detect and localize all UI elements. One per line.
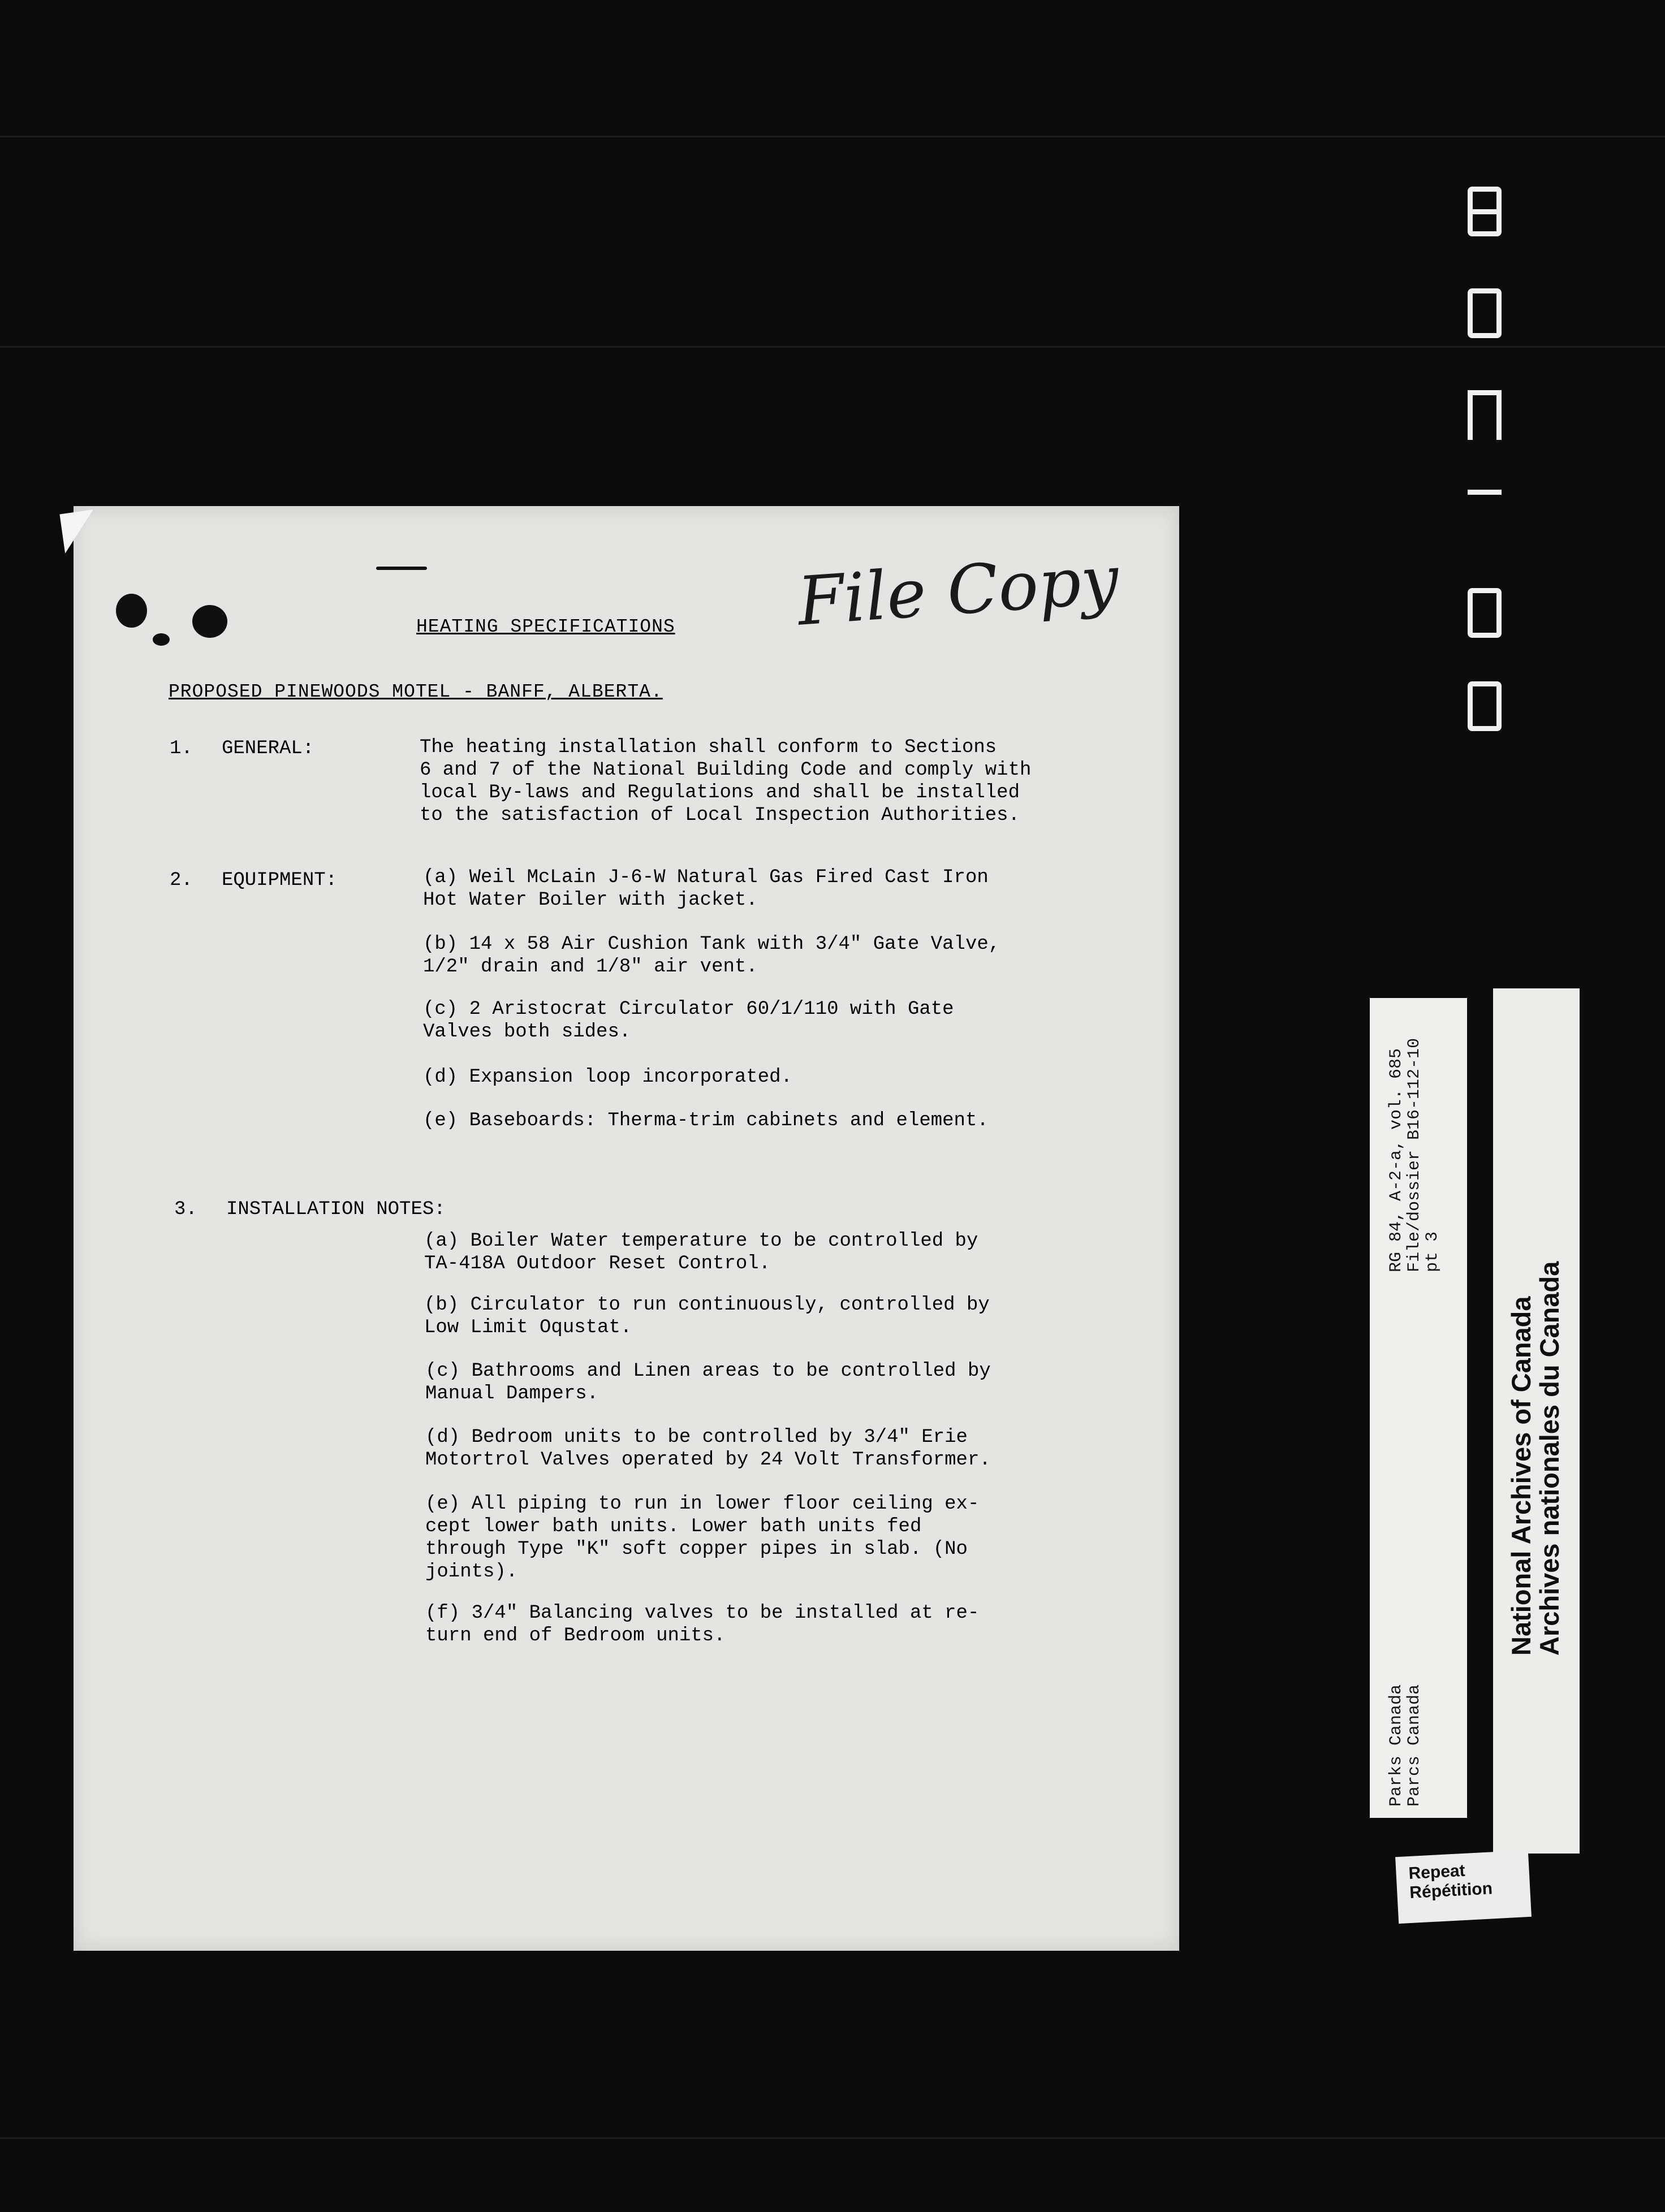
section-heading: GENERAL: <box>222 738 314 759</box>
reference-line1: RG 84, A-2-a, vol. 685 <box>1387 1048 1406 1272</box>
frame-digit <box>1468 681 1502 731</box>
folded-corner <box>59 509 98 554</box>
list-item: (c) Bathrooms and Linen areas to be controlled by Manual Dampers. <box>425 1360 991 1405</box>
ink-blot <box>376 567 427 570</box>
list-item: (d) Expansion loop incorporated. <box>423 1066 792 1088</box>
film-streak <box>0 136 1665 137</box>
list-item: (b) 14 x 58 Air Cushion Tank with 3/4" Gate Valve, 1/2" drain and 1/8" air vent. <box>423 934 1000 978</box>
section-heading: INSTALLATION NOTES: <box>226 1199 446 1220</box>
frame-digit <box>1468 588 1502 638</box>
frame-digit <box>1468 390 1502 440</box>
section-number: 3. <box>174 1199 197 1220</box>
frame-digit <box>1468 187 1502 236</box>
section-number: 1. <box>170 738 193 759</box>
list-item: (c) 2 Aristocrat Circulator 60/1/110 with Gate Valves both sides. <box>423 999 954 1043</box>
reference-line3: pt 3 <box>1423 1231 1442 1272</box>
frame-digit <box>1468 486 1502 498</box>
section-heading: EQUIPMENT: <box>222 870 338 891</box>
page-title: HEATING SPECIFICATIONS <box>416 616 675 637</box>
creator-fr: Parcs Canada <box>1405 1684 1424 1807</box>
institution-label <box>1493 988 1580 1854</box>
institution-fr: Archives nationales du Canada <box>1534 1261 1564 1656</box>
list-item: (e) Baseboards: Therma-trim cabinets and element. <box>423 1110 989 1131</box>
film-streak <box>0 346 1665 348</box>
section-number: 2. <box>170 870 193 891</box>
list-item: (a) Weil McLain J-6-W Natural Gas Fired Cast Iron Hot Water Boiler with jacket. <box>423 867 989 911</box>
reference-line2: File/dossier B16-112-10 <box>1405 1038 1424 1272</box>
frame-digit <box>1468 288 1502 338</box>
page-subtitle: PROPOSED PINEWOODS MOTEL - BANFF, ALBERTA. <box>169 681 663 702</box>
ink-blot <box>116 594 147 628</box>
list-item: (d) Bedroom units to be controlled by 3/4" Erie Motortrol Valves operated by 24 Volt Transformer. <box>425 1427 991 1471</box>
list-item: (b) Circulator to run continuously, controlled by Low Limit Oqustat. <box>424 1294 990 1338</box>
creator-en: Parks Canada <box>1387 1684 1406 1807</box>
repeat-fr: Répétition <box>1409 1879 1493 1902</box>
section-text: The heating installation shall conform to Sections 6 and 7 of the National Building Code and comply with local By-laws and Regulations and shall be installed to the satisfaction of Local Inspection Authorities. <box>420 737 1032 826</box>
repeat-tag <box>1395 1850 1532 1924</box>
handwritten-note: File Copy <box>795 540 1121 641</box>
list-item: (a) Boiler Water temperature to be controlled by TA-418A Outdoor Reset Control. <box>424 1230 978 1275</box>
ink-blot <box>192 605 227 638</box>
list-item: (f) 3/4" Balancing valves to be installed at re- turn end of Bedroom units. <box>425 1602 980 1647</box>
archive-reference-label <box>1370 998 1467 1818</box>
film-streak <box>0 2137 1665 2139</box>
document-page <box>74 506 1179 1951</box>
institution-en: National Archives of Canada <box>1506 1296 1536 1656</box>
ink-blot <box>153 633 170 646</box>
repeat-en: Repeat <box>1408 1861 1466 1883</box>
list-item: (e) All piping to run in lower floor ceiling ex- cept lower bath units. Lower bath units fed through Type "K" soft copper pipes in slab. (No joints). <box>425 1493 980 1583</box>
